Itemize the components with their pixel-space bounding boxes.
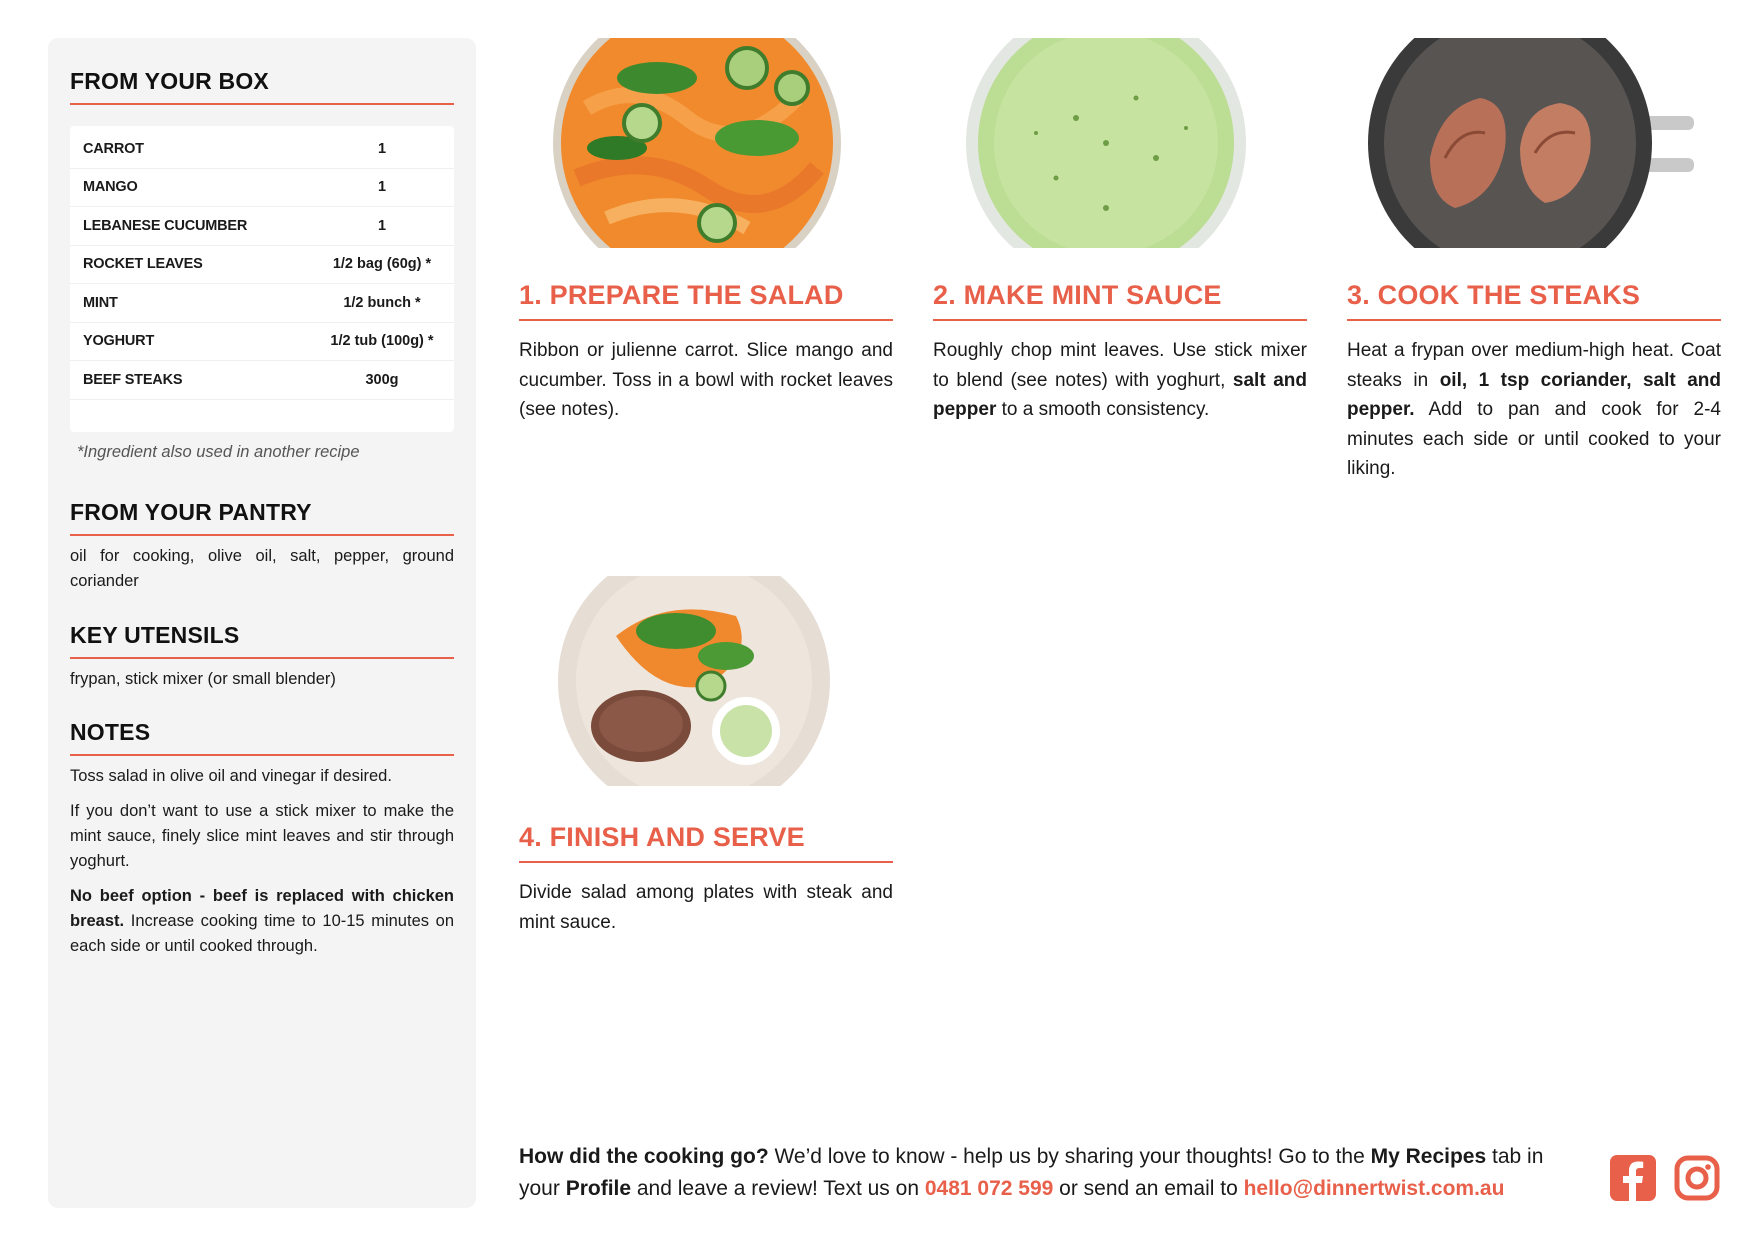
step-2-text (933, 336, 1307, 425)
notes-title: NOTES (70, 719, 454, 756)
step-3-text-c: Add to pan and cook for 2-4 minutes each side or until cooked to your liking. (1347, 399, 1721, 479)
facebook-icon[interactable] (1610, 1155, 1656, 1201)
pantry-text: oil for cooking, olive oil, salt, pepper, ground coriander (70, 547, 454, 590)
footer-text-1: We’d love to know - help us by sharing your thoughts! Go to the (768, 1145, 1371, 1168)
step-1-text: Ribbon or julienne carrot. Slice mango and cucumber. Toss in a bowl with rocket leaves (see notes). (519, 340, 893, 420)
plated-dish-photo (556, 576, 832, 786)
step-3-title: 3. COOK THE STEAKS (1347, 280, 1721, 321)
utensils-text: frypan, stick mixer (or small blender) (70, 670, 336, 688)
step-1-title: 1. PREPARE THE SALAD (519, 280, 893, 321)
ingredient-qty: 1/2 bag (60g) * (332, 256, 432, 273)
salad-photo (547, 38, 847, 248)
table-row (70, 323, 454, 362)
ingredient-qty: 1/2 bunch * (343, 294, 421, 311)
box-ingredients-table (70, 126, 454, 432)
ingredient-qty: 1/2 tub (100g) * (330, 333, 434, 350)
ingredient-qty: 300g (365, 371, 399, 388)
ingredient-name: MINT (83, 294, 118, 311)
feedback-footer (519, 1141, 1559, 1204)
ingredient-name: CARROT (83, 140, 144, 157)
note-3-rest: Increase cooking time to 10-15 minutes on each side or until cooked through. (70, 912, 454, 955)
footer-question: How did the cooking go? (519, 1145, 769, 1168)
note-3 (70, 884, 454, 959)
table-row (70, 246, 454, 285)
ingredient-footnote: *Ingredient also used in another recipe (77, 443, 360, 461)
footer-email-link[interactable]: hello@dinnertwist.com.au (1243, 1176, 1505, 1200)
steaks-pan-photo (1360, 38, 1696, 248)
step-2-text-bold: salt and pepper (933, 369, 1307, 420)
step-4-text: Divide salad among plates with steak and mint sauce. (519, 882, 893, 933)
step-3-text-bold: oil, 1 tsp coriander, salt and pepper. (1347, 369, 1721, 420)
table-row (70, 361, 454, 400)
ingredients-sidebar (48, 38, 476, 1208)
ingredient-name: MANGO (83, 179, 138, 196)
footer-text-3: and leave a review! Text us on (631, 1176, 925, 1200)
utensils-title: KEY UTENSILS (70, 622, 454, 659)
step-2-text-a: Roughly chop mint leaves. Use stick mixer to blend (see notes) with yoghurt, (933, 340, 1307, 391)
ingredient-name: ROCKET LEAVES (83, 256, 203, 273)
ingredient-name: BEEF STEAKS (83, 371, 183, 388)
step-4-title: 4. FINISH AND SERVE (519, 822, 893, 863)
ingredient-qty: 1 (377, 179, 387, 196)
footer-profile: Profile (565, 1176, 632, 1200)
note-3-bold: No beef option - beef is replaced with chicken breast. (70, 887, 454, 930)
box-title: FROM YOUR BOX (70, 68, 454, 105)
note-1: Toss salad in olive oil and vinegar if desired. (70, 767, 392, 785)
table-row (70, 284, 454, 323)
table-row (70, 169, 454, 208)
step-3-text-a: Heat a frypan over medium-high heat. Coat steaks in (1347, 340, 1721, 391)
ingredient-name: YOGHURT (83, 333, 155, 350)
ingredient-qty: 1 (377, 140, 387, 157)
footer-phone-link[interactable]: 0481 072 599 (924, 1176, 1054, 1200)
instagram-icon[interactable] (1674, 1155, 1720, 1201)
step-3-text (1347, 336, 1721, 484)
table-row (70, 130, 454, 169)
mint-sauce-photo (956, 38, 1256, 248)
footer-my-recipes: My Recipes (1370, 1145, 1487, 1168)
footer-text-2: tab in your (519, 1145, 1544, 1200)
footer-text-4: or send an email to (1053, 1176, 1244, 1200)
step-2-title: 2. MAKE MINT SAUCE (933, 280, 1307, 321)
ingredient-qty: 1 (377, 217, 387, 234)
step-2-text-c: to a smooth consistency. (996, 399, 1210, 420)
pantry-title: FROM YOUR PANTRY (70, 499, 454, 536)
note-2: If you don’t want to use a stick mixer to make the mint sauce, finely slice mint leaves and stir through yoghurt. (70, 802, 454, 870)
ingredient-name: LEBANESE CUCUMBER (83, 217, 248, 234)
table-row (70, 207, 454, 246)
